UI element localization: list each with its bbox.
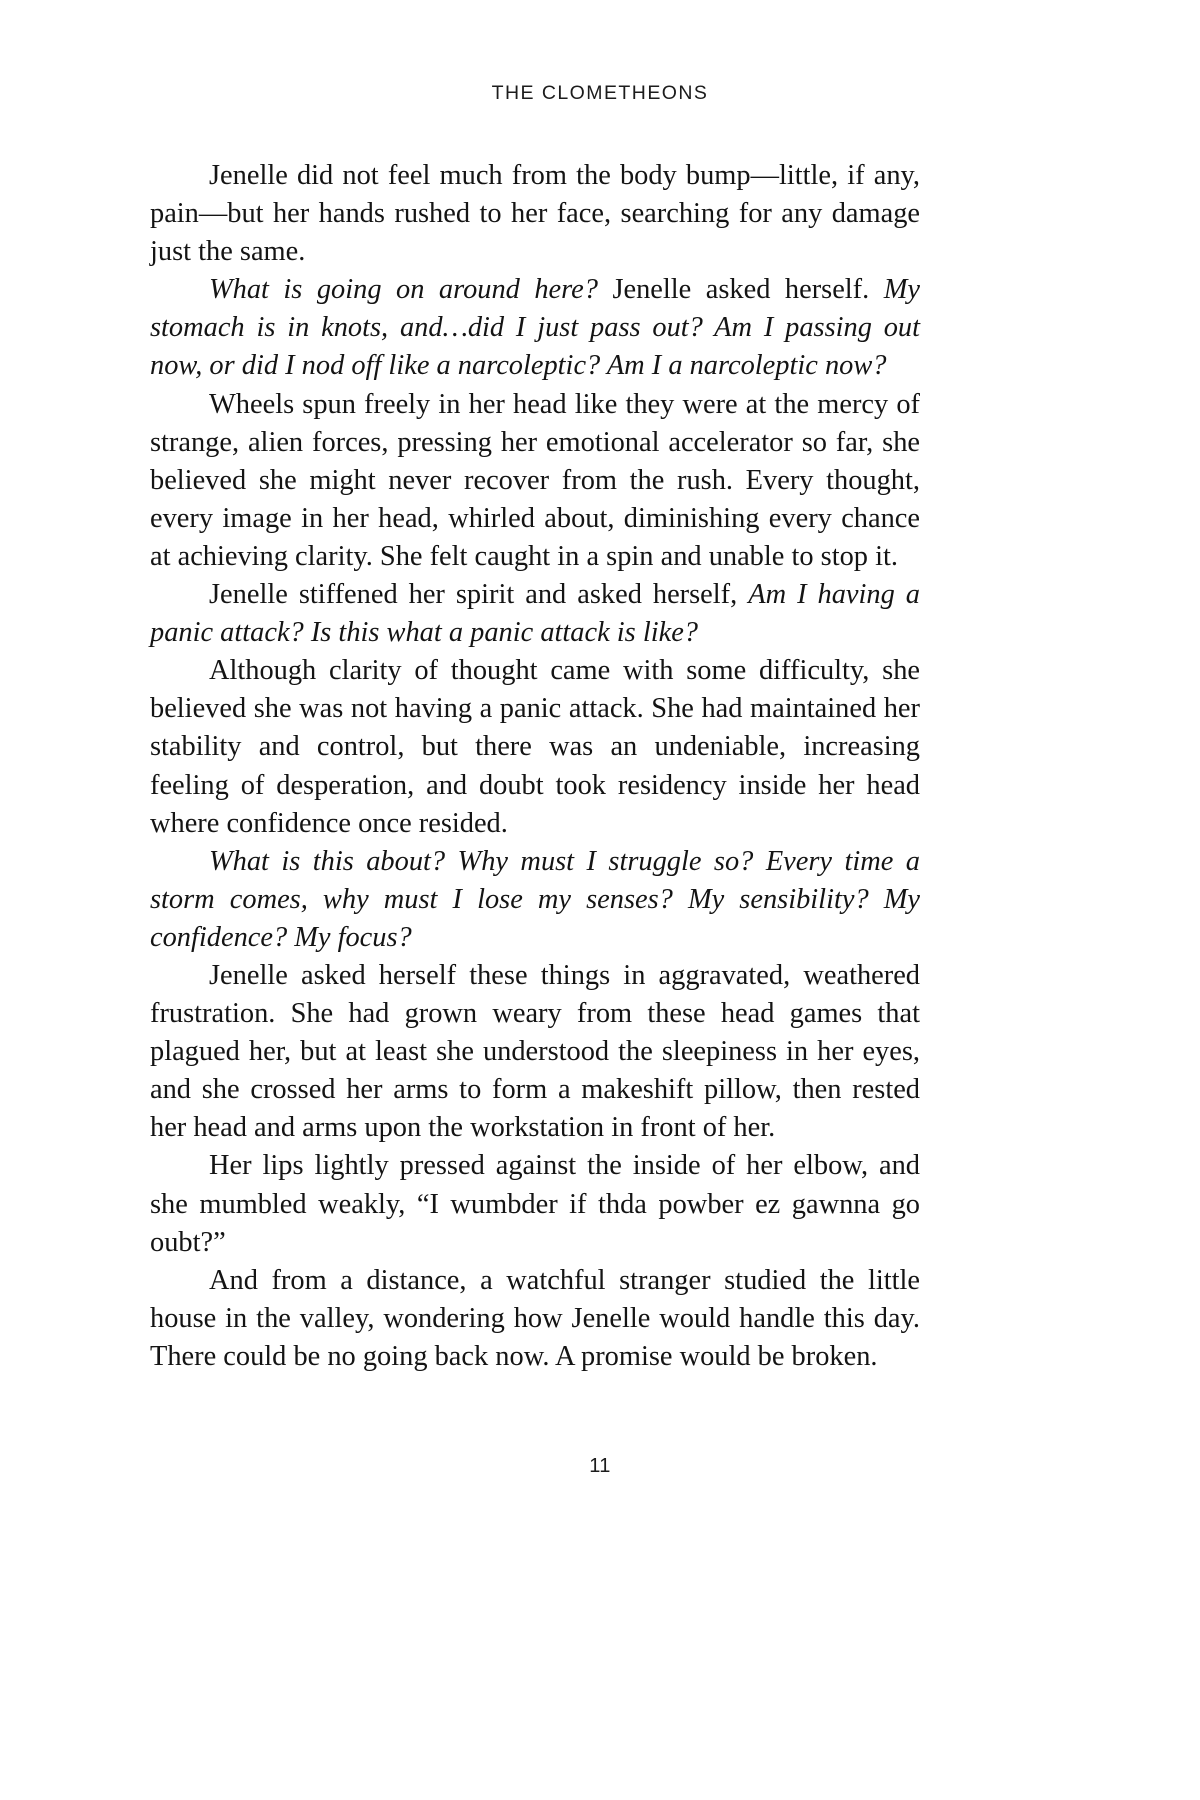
paragraph-4 <box>150 576 920 652</box>
paragraph-2-italic-thoughts: My stomach is in knots, and…did I just pass out? Am I passing out now, or did I nod off like a narcoleptic? Am I a narcoleptic now? <box>150 274 920 382</box>
paragraph-6: What is this about? Why must I struggle so? Every time a storm comes, why must I lose my senses? My sensibility? My confidence? My focus? <box>150 845 920 953</box>
running-head: THE CLOMETHEONS <box>491 82 709 104</box>
paragraph-4-italic-question: Am I having a panic attack? Is this what a panic attack is like? <box>150 579 921 649</box>
page-number: 11 <box>589 1455 611 1477</box>
body-text-block <box>150 157 920 1376</box>
paragraph-2-roman-attribution: Jenelle asked herself. <box>597 274 884 306</box>
paragraph-4-roman-lead: Jenelle stiffened her spirit and asked herself, <box>209 579 749 611</box>
paragraph-1: Jenelle did not feel much from the body bump—little, if any, pain—but her hands rushed to her face, searching for any damage just the same. <box>150 160 920 268</box>
paragraph-2-italic-question: What is going on around here? <box>209 274 598 306</box>
paragraph-7: Jenelle asked herself these things in aggravated, weathered frustration. She had grown weary from these head games that plagued her, but at least she understood the sleepiness in her eyes, and she crossed her arms to form a makeshift pillow, then rested her head and arms upon the workstation in front of her. <box>150 959 920 1144</box>
paragraph-8: Her lips lightly pressed against the inside of her elbow, and she mumbled weakly, “I wumbder if thda powber ez gawnna go oubt?” <box>150 1150 920 1258</box>
paragraph-5: Although clarity of thought came with some difficulty, she believed she was not having a panic attack. She had maintained her stability and control, but there was an undeniable, increasing feeling of desperation, and doubt took residency inside her head where confidence once resided. <box>150 655 920 839</box>
paragraph-2 <box>150 271 920 385</box>
paragraph-9: And from a distance, a watchful stranger studied the little house in the valley, wondering how Jenelle would handle this day. There could be no going back now. A promise would be broken. <box>150 1264 920 1372</box>
paragraph-3: Wheels spun freely in her head like they were at the mercy of strange, alien forces, pressing her emotional accelerator so far, she believed she might never recover from the rush. Every thought, every image in her head, whirled about, diminishing every chance at achieving clarity. She felt caught in a spin and unable to stop it. <box>150 388 920 572</box>
